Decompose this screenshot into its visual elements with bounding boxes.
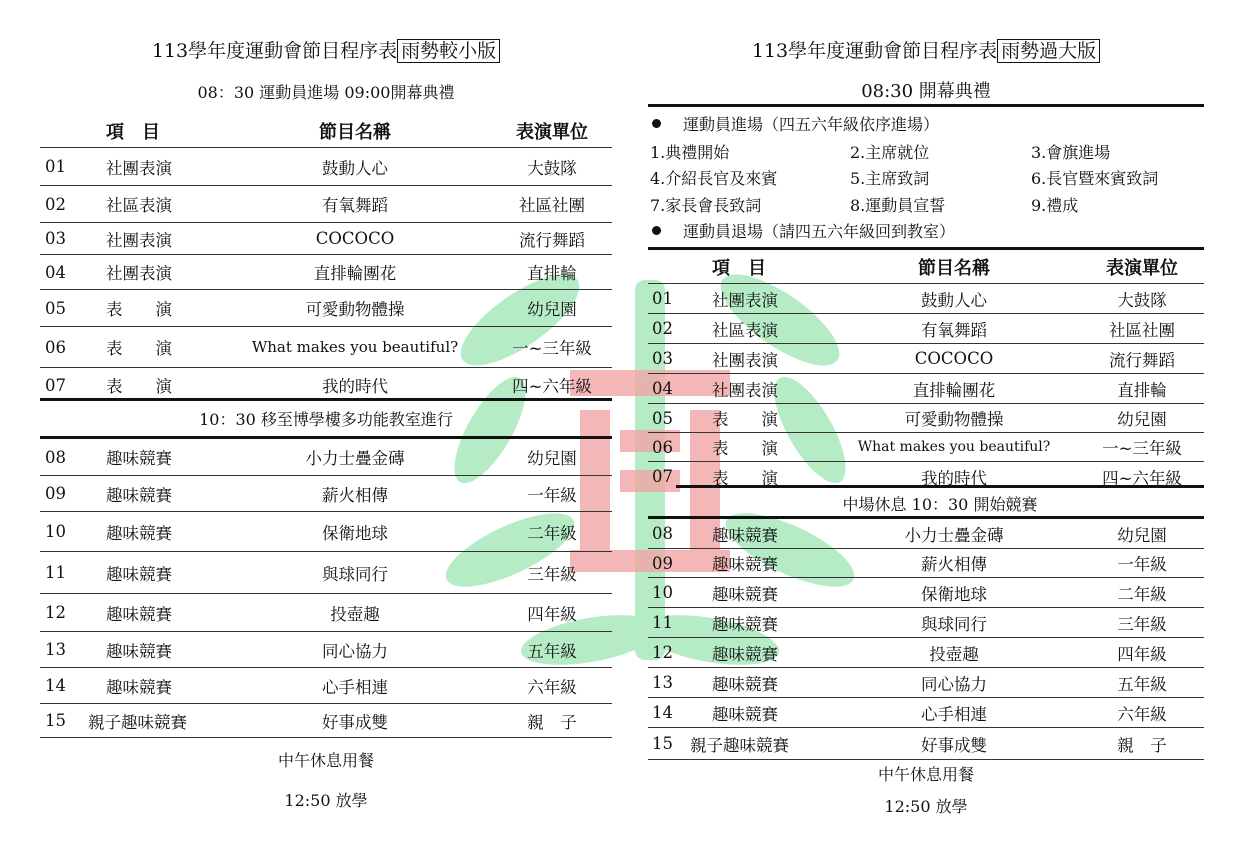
row-type: 趣味競賽 [106, 604, 172, 624]
row-type: 趣味競賽 [712, 525, 778, 545]
athletes-exit-text: 運動員退場（請四五六年級回到教室） [683, 222, 956, 241]
row-unit: 流行舞蹈 [1109, 350, 1175, 370]
program-table-part1 [648, 284, 1204, 491]
row-unit: 社區社團 [519, 196, 585, 215]
row-type: 親子趣味競賽 [690, 735, 789, 755]
row-name: What makes you beautiful? [857, 439, 1051, 455]
row-unit: 二年級 [527, 523, 577, 543]
bullet-icon [652, 119, 661, 128]
row-type: 表 演 [712, 439, 778, 458]
row-name: 可愛動物體操 [904, 410, 1004, 429]
version-tag: 雨勢較小版 [397, 39, 500, 63]
row-type: 表 演 [106, 339, 172, 358]
intermission-note: 中場休息 10：30 開始競賽 [842, 495, 1038, 514]
table-row [40, 255, 612, 290]
row-unit: 一年級 [1117, 555, 1167, 574]
relocation-note: 10：30 移至博學樓多功能教室進行 [199, 410, 453, 429]
row-name: 有氧舞蹈 [921, 320, 987, 340]
row-name: 鼓動人心 [322, 158, 388, 178]
table-row [648, 519, 1204, 549]
table-row [648, 433, 1204, 462]
table-row [648, 698, 1204, 728]
table-row [40, 594, 612, 632]
program-table-part2 [40, 439, 612, 738]
table-row [648, 404, 1204, 433]
row-number: 15 [652, 734, 673, 753]
ceremony-row [648, 140, 1204, 162]
athletes-enter-text: 運動員進場（四五六年級依序進場） [683, 115, 940, 134]
row-unit: 六年級 [1117, 704, 1167, 724]
section-divider [40, 398, 612, 401]
table-row [40, 290, 612, 327]
row-unit: 直排輪 [1117, 380, 1167, 400]
ceremony-step: 2.主席就位 [850, 143, 930, 162]
row-unit: 二年級 [1117, 584, 1167, 604]
section-divider [648, 247, 1204, 250]
row-number: 12 [652, 643, 673, 662]
row-name: 我的時代 [921, 468, 987, 488]
row-name: 鼓動人心 [921, 290, 987, 310]
row-unit: 三年級 [527, 564, 577, 584]
ceremony-step: 7.家長會長致詞 [650, 196, 762, 215]
row-unit: 大鼓隊 [1117, 290, 1167, 310]
row-number: 13 [652, 673, 673, 692]
row-number: 09 [652, 553, 673, 573]
table-row [648, 284, 1204, 314]
dismissal-time: 12:50 放學 [884, 797, 968, 816]
row-number: 06 [652, 437, 673, 457]
row-type: 趣味競賽 [712, 674, 778, 694]
row-name: 好事成雙 [322, 712, 388, 732]
row-unit: 親 子 [527, 712, 577, 732]
row-name: 保衛地球 [921, 584, 987, 604]
table-row [40, 512, 612, 552]
row-type: 趣味競賽 [712, 644, 778, 664]
row-type: 表 演 [106, 300, 172, 319]
opening-time: 08:30 開幕典禮 [861, 81, 991, 102]
page-title [40, 37, 612, 65]
ceremony-step: 3.會旗進場 [1031, 143, 1111, 162]
table-row [40, 186, 612, 223]
row-name: 小力士疊金磚 [904, 525, 1004, 545]
row-name: 有氧舞蹈 [322, 196, 388, 215]
table-row [40, 552, 612, 594]
dismissal-time: 12:50 放學 [284, 791, 368, 810]
row-type: 社團表演 [106, 230, 172, 250]
row-unit: 親 子 [1117, 735, 1167, 755]
bullet-icon [652, 226, 661, 235]
row-unit: 四年級 [527, 604, 577, 624]
table-row [40, 632, 612, 668]
row-type: 趣味競賽 [106, 449, 172, 468]
row-number: 04 [45, 262, 66, 282]
table-row [648, 668, 1204, 698]
row-name: COCOCO [914, 349, 994, 368]
lunch-note: 中午休息用餐 [277, 751, 374, 770]
row-number: 03 [652, 349, 673, 368]
program-table-part2 [648, 519, 1204, 760]
row-number: 14 [45, 676, 66, 695]
row-type: 社團表演 [106, 158, 172, 178]
lunch-note: 中午休息用餐 [877, 765, 974, 784]
row-type: 趣味競賽 [712, 704, 778, 724]
row-name: What makes you beautiful? [251, 338, 459, 356]
row-name: 直排輪團花 [313, 264, 397, 283]
table-header [648, 251, 1204, 283]
row-number: 11 [45, 563, 66, 582]
row-number: 04 [652, 379, 673, 398]
row-name: 同心協力 [322, 641, 388, 661]
row-unit: 幼兒園 [527, 449, 577, 468]
row-number: 01 [45, 157, 66, 176]
row-type: 趣味競賽 [712, 555, 778, 574]
row-number: 07 [652, 467, 673, 486]
table-row [648, 728, 1204, 760]
ceremony-step: 8.運動員宣誓 [850, 196, 946, 215]
row-type: 趣味競賽 [106, 677, 172, 697]
ceremony-row [648, 193, 1204, 215]
row-type: 表 演 [712, 468, 778, 488]
ceremony-step: 1.典禮開始 [650, 143, 730, 162]
row-type: 親子趣味競賽 [88, 712, 187, 732]
row-number: 11 [652, 613, 673, 632]
table-row [40, 368, 612, 402]
row-type: 社團表演 [106, 264, 172, 283]
ceremony-step: 6.長官暨來賓致詞 [1031, 169, 1159, 188]
table-row [40, 327, 612, 368]
row-name: 薪火相傳 [921, 555, 987, 574]
table-row [40, 223, 612, 255]
row-number: 03 [45, 229, 66, 248]
athletes-enter-item [652, 112, 939, 135]
row-type: 表 演 [712, 410, 778, 429]
header-type: 項 目 [106, 122, 160, 143]
row-type: 表 演 [106, 377, 172, 396]
program-table-part1 [40, 148, 612, 402]
table-row [40, 476, 612, 512]
row-number: 08 [45, 447, 66, 467]
row-number: 07 [45, 375, 66, 395]
table-row [648, 374, 1204, 404]
header-unit: 表演單位 [1106, 258, 1178, 279]
row-number: 05 [652, 408, 673, 428]
row-unit: 四年級 [1117, 644, 1167, 664]
athletes-exit-item [652, 219, 955, 242]
row-unit: 五年級 [527, 641, 577, 661]
opening-time: 08：30 運動員進場 09:00開幕典禮 [197, 83, 455, 102]
row-name: 直排輪團花 [912, 380, 996, 400]
row-type: 社區表演 [712, 320, 778, 340]
header-type: 項 目 [712, 258, 766, 279]
table-header [40, 115, 612, 147]
table-row [648, 344, 1204, 374]
table-row [40, 148, 612, 186]
row-unit: 直排輪 [527, 264, 577, 283]
header-name: 節目名稱 [918, 258, 990, 279]
row-unit: 五年級 [1117, 674, 1167, 694]
row-number: 02 [652, 319, 673, 338]
row-name: 投壺趣 [330, 604, 380, 624]
row-unit: 幼兒園 [1117, 410, 1167, 429]
row-number: 01 [652, 289, 673, 308]
row-unit: 四~六年級 [512, 377, 592, 396]
row-name: 心手相連 [322, 677, 388, 697]
row-unit: 流行舞蹈 [519, 230, 585, 250]
row-type: 趣味競賽 [106, 485, 172, 505]
row-number: 15 [45, 711, 66, 730]
table-row [40, 704, 612, 738]
row-type: 社團表演 [712, 380, 778, 400]
row-name: 與球同行 [921, 614, 987, 634]
row-unit: 三年級 [1117, 614, 1167, 634]
row-name: 可愛動物體操 [305, 300, 405, 319]
row-unit: 一~三年級 [1102, 439, 1182, 458]
row-type: 趣味競賽 [712, 584, 778, 604]
section-divider [648, 104, 1204, 107]
row-number: 08 [652, 524, 673, 543]
row-unit: 一~三年級 [512, 339, 592, 358]
row-type: 社區表演 [106, 196, 172, 215]
row-name: 小力士疊金磚 [305, 449, 405, 468]
row-unit: 一年級 [527, 485, 577, 505]
row-type: 趣味競賽 [106, 564, 172, 584]
table-row [648, 578, 1204, 608]
row-unit: 社區社團 [1109, 320, 1175, 340]
row-type: 趣味競賽 [106, 523, 172, 543]
header-name: 節目名稱 [319, 122, 391, 143]
table-row [648, 314, 1204, 344]
row-number: 05 [45, 298, 66, 318]
row-name: 同心協力 [921, 674, 987, 694]
row-unit: 六年級 [527, 677, 577, 697]
row-number: 13 [45, 640, 66, 659]
row-name: 薪火相傳 [322, 485, 388, 505]
title-main: 113學年度運動會節目程序表 [151, 40, 398, 62]
ceremony-step: 9.禮成 [1031, 196, 1079, 215]
row-type: 趣味競賽 [712, 614, 778, 634]
version-tag: 雨勢過大版 [997, 39, 1100, 63]
row-unit: 四~六年級 [1102, 468, 1182, 488]
table-row [40, 439, 612, 476]
row-number: 14 [652, 703, 673, 722]
row-name: 保衛地球 [322, 523, 388, 543]
row-number: 06 [45, 337, 66, 357]
row-name: 與球同行 [322, 564, 388, 584]
section-divider [676, 485, 1204, 488]
header-unit: 表演單位 [516, 122, 588, 143]
table-row [648, 608, 1204, 638]
row-name: 心手相連 [921, 704, 987, 724]
row-name: 我的時代 [322, 377, 388, 396]
row-type: 社團表演 [712, 290, 778, 310]
row-name: 好事成雙 [921, 735, 987, 755]
row-number: 10 [652, 583, 673, 602]
title-main: 113學年度運動會節目程序表 [751, 40, 998, 62]
row-unit: 幼兒園 [1117, 525, 1167, 545]
row-number: 09 [45, 484, 66, 503]
row-number: 02 [45, 194, 66, 214]
row-type: 趣味競賽 [106, 641, 172, 661]
row-name: 投壺趣 [929, 644, 979, 664]
table-row [648, 549, 1204, 578]
row-unit: 大鼓隊 [527, 158, 577, 178]
page-title [648, 37, 1204, 65]
ceremony-step: 5.主席致詞 [850, 169, 930, 188]
ceremony-step: 4.介紹長官及來賓 [650, 169, 778, 188]
row-name: COCOCO [315, 229, 395, 248]
row-number: 10 [45, 522, 66, 541]
row-number: 12 [45, 603, 66, 622]
table-row [40, 668, 612, 704]
row-type: 社團表演 [712, 350, 778, 370]
row-unit: 幼兒園 [527, 300, 577, 319]
ceremony-row [648, 166, 1204, 188]
table-row [648, 638, 1204, 668]
